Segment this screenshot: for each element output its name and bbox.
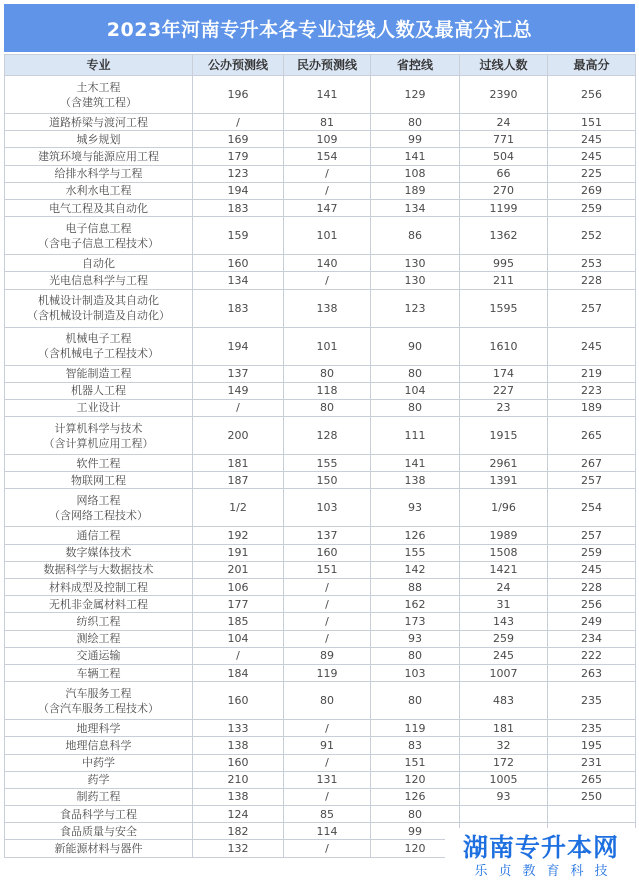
private-line-cell: / — [284, 165, 371, 182]
public-line-cell: 134 — [193, 272, 284, 289]
public-line-cell: / — [193, 647, 284, 664]
provincial-line-cell: 80 — [371, 365, 460, 382]
column-header-major: 专业 — [5, 55, 193, 76]
provincial-line-cell: 138 — [371, 472, 460, 489]
table-row — [5, 255, 636, 272]
provincial-line-cell: 134 — [371, 199, 460, 216]
table-row — [5, 596, 636, 613]
public-line-cell: 187 — [193, 472, 284, 489]
major-cell: 通信工程 — [5, 527, 193, 544]
provincial-line-cell: 99 — [371, 131, 460, 148]
public-line-cell: 210 — [193, 771, 284, 788]
table-row — [5, 788, 636, 805]
major-cell: 纺织工程 — [5, 613, 193, 630]
max-score-cell — [548, 806, 636, 823]
table-row — [5, 613, 636, 630]
passed-count-cell: 1915 — [460, 417, 548, 455]
major-cell: 食品科学与工程 — [5, 806, 193, 823]
max-score-cell: 219 — [548, 365, 636, 382]
provincial-line-cell: 80 — [371, 114, 460, 131]
public-line-cell: 183 — [193, 199, 284, 216]
major-cell: 地理科学 — [5, 720, 193, 737]
private-line-cell: 150 — [284, 472, 371, 489]
table-row — [5, 771, 636, 788]
max-score-cell: 228 — [548, 579, 636, 596]
table-row — [5, 114, 636, 131]
table-row — [5, 131, 636, 148]
max-score-cell: 245 — [548, 327, 636, 365]
table-row — [5, 664, 636, 681]
private-line-cell: 151 — [284, 561, 371, 578]
passed-count-cell: 259 — [460, 630, 548, 647]
private-line-cell: 109 — [284, 131, 371, 148]
table-row — [5, 382, 636, 399]
provincial-line-cell: 142 — [371, 561, 460, 578]
passed-count-cell: 270 — [460, 182, 548, 199]
max-score-cell: 259 — [548, 199, 636, 216]
passed-count-cell: 1362 — [460, 217, 548, 255]
passed-count-cell — [460, 806, 548, 823]
private-line-cell: / — [284, 579, 371, 596]
max-score-cell: 263 — [548, 664, 636, 681]
public-line-cell: 132 — [193, 840, 284, 857]
table-row — [5, 148, 636, 165]
private-line-cell: 140 — [284, 255, 371, 272]
max-score-cell: 250 — [548, 788, 636, 805]
public-line-cell: 124 — [193, 806, 284, 823]
major-cell: 制药工程 — [5, 788, 193, 805]
public-line-cell: 183 — [193, 289, 284, 327]
major-cell: 地理信息科学 — [5, 737, 193, 754]
private-line-cell: 80 — [284, 399, 371, 416]
passed-count-cell: 172 — [460, 754, 548, 771]
public-line-cell: 138 — [193, 788, 284, 805]
max-score-cell: 256 — [548, 76, 636, 114]
passed-count-cell: 211 — [460, 272, 548, 289]
max-score-cell: 222 — [548, 647, 636, 664]
public-line-cell: 169 — [193, 131, 284, 148]
public-line-cell: 160 — [193, 754, 284, 771]
passed-count-cell: 1610 — [460, 327, 548, 365]
max-score-cell: 253 — [548, 255, 636, 272]
provincial-line-cell: 80 — [371, 399, 460, 416]
public-line-cell: 159 — [193, 217, 284, 255]
provincial-line-cell: 80 — [371, 682, 460, 720]
public-line-cell: 123 — [193, 165, 284, 182]
max-score-cell: 189 — [548, 399, 636, 416]
column-header-private-line: 民办预测线 — [284, 55, 371, 76]
max-score-cell: 231 — [548, 754, 636, 771]
max-score-cell: 259 — [548, 544, 636, 561]
provincial-line-cell: 120 — [371, 771, 460, 788]
provincial-line-cell: 126 — [371, 788, 460, 805]
provincial-line-cell: 130 — [371, 272, 460, 289]
major-cell: 机械设计制造及其自动化 （含机械设计制造及自动化） — [5, 289, 193, 327]
provincial-line-cell: 119 — [371, 720, 460, 737]
table-row — [5, 754, 636, 771]
passed-count-cell: 1/96 — [460, 489, 548, 527]
public-line-cell: 201 — [193, 561, 284, 578]
max-score-cell: 256 — [548, 596, 636, 613]
provincial-line-cell: 130 — [371, 255, 460, 272]
major-cell: 药学 — [5, 771, 193, 788]
public-line-cell: 191 — [193, 544, 284, 561]
table-body — [5, 76, 636, 858]
provincial-line-cell: 120 — [371, 840, 460, 857]
table-row — [5, 579, 636, 596]
major-cell: 电子信息工程 （含电子信息工程技术） — [5, 217, 193, 255]
table-row — [5, 647, 636, 664]
watermark-subtitle: 乐贞教育科技 — [474, 864, 619, 879]
table-row — [5, 289, 636, 327]
public-line-cell: / — [193, 114, 284, 131]
public-line-cell: 160 — [193, 682, 284, 720]
provincial-line-cell: 155 — [371, 544, 460, 561]
table-row — [5, 76, 636, 114]
major-cell: 水利水电工程 — [5, 182, 193, 199]
passed-count-cell: 1508 — [460, 544, 548, 561]
passed-count-cell: 995 — [460, 255, 548, 272]
major-cell: 食品质量与安全 — [5, 823, 193, 840]
max-score-cell: 234 — [548, 630, 636, 647]
table-row — [5, 561, 636, 578]
private-line-cell: 155 — [284, 455, 371, 472]
private-line-cell: 91 — [284, 737, 371, 754]
passed-count-cell: 143 — [460, 613, 548, 630]
private-line-cell: / — [284, 613, 371, 630]
table-row — [5, 472, 636, 489]
passed-count-cell: 1391 — [460, 472, 548, 489]
provincial-line-cell: 83 — [371, 737, 460, 754]
major-cell: 电气工程及其自动化 — [5, 199, 193, 216]
public-line-cell: 138 — [193, 737, 284, 754]
provincial-line-cell: 151 — [371, 754, 460, 771]
passed-count-cell: 93 — [460, 788, 548, 805]
private-line-cell: 80 — [284, 682, 371, 720]
public-line-cell: 181 — [193, 455, 284, 472]
table-row — [5, 527, 636, 544]
major-cell: 土木工程 （含建筑工程） — [5, 76, 193, 114]
major-cell: 材料成型及控制工程 — [5, 579, 193, 596]
private-line-cell: 154 — [284, 148, 371, 165]
column-header-max-score: 最高分 — [548, 55, 636, 76]
private-line-cell: 81 — [284, 114, 371, 131]
major-cell: 建筑环境与能源应用工程 — [5, 148, 193, 165]
table-row — [5, 489, 636, 527]
max-score-cell: 265 — [548, 771, 636, 788]
private-line-cell: 137 — [284, 527, 371, 544]
private-line-cell: 138 — [284, 289, 371, 327]
provincial-line-cell: 129 — [371, 76, 460, 114]
max-score-cell: 254 — [548, 489, 636, 527]
private-line-cell: 118 — [284, 382, 371, 399]
provincial-line-cell: 126 — [371, 527, 460, 544]
major-cell: 网络工程 （含网络工程技术） — [5, 489, 193, 527]
public-line-cell: 137 — [193, 365, 284, 382]
table-row — [5, 165, 636, 182]
page-title: 2023年河南专升本各专业过线人数及最高分汇总 — [106, 18, 533, 41]
max-score-cell: 252 — [548, 217, 636, 255]
major-cell: 光电信息科学与工程 — [5, 272, 193, 289]
major-cell: 无机非金属材料工程 — [5, 596, 193, 613]
passed-count-cell: 2390 — [460, 76, 548, 114]
major-cell: 物联网工程 — [5, 472, 193, 489]
max-score-cell: 265 — [548, 417, 636, 455]
table-header-row — [5, 55, 636, 76]
provincial-line-cell: 93 — [371, 489, 460, 527]
private-line-cell: / — [284, 788, 371, 805]
table-row — [5, 720, 636, 737]
private-line-cell: 141 — [284, 76, 371, 114]
passed-count-cell: 227 — [460, 382, 548, 399]
passed-count-cell: 31 — [460, 596, 548, 613]
passed-count-cell: 32 — [460, 737, 548, 754]
public-line-cell: 177 — [193, 596, 284, 613]
watermark-title: 湖南专升本网 — [462, 833, 619, 862]
major-cell: 给排水科学与工程 — [5, 165, 193, 182]
passed-count-cell: 1199 — [460, 199, 548, 216]
major-cell: 道路桥梁与渡河工程 — [5, 114, 193, 131]
private-line-cell: 160 — [284, 544, 371, 561]
provincial-line-cell: 93 — [371, 630, 460, 647]
table-row — [5, 455, 636, 472]
major-cell: 城乡规划 — [5, 131, 193, 148]
private-line-cell: / — [284, 182, 371, 199]
provincial-line-cell: 104 — [371, 382, 460, 399]
passed-count-cell: 771 — [460, 131, 548, 148]
column-header-public-line: 公办预测线 — [193, 55, 284, 76]
max-score-cell: 228 — [548, 272, 636, 289]
max-score-cell: 249 — [548, 613, 636, 630]
passed-count-cell: 1989 — [460, 527, 548, 544]
private-line-cell: / — [284, 720, 371, 737]
public-line-cell: 160 — [193, 255, 284, 272]
max-score-cell: 257 — [548, 289, 636, 327]
public-line-cell: 185 — [193, 613, 284, 630]
passed-count-cell: 174 — [460, 365, 548, 382]
private-line-cell: 128 — [284, 417, 371, 455]
max-score-cell: 245 — [548, 148, 636, 165]
provincial-line-cell: 90 — [371, 327, 460, 365]
max-score-cell: 195 — [548, 737, 636, 754]
public-line-cell: 184 — [193, 664, 284, 681]
passed-count-cell: 1005 — [460, 771, 548, 788]
passed-count-cell: 1595 — [460, 289, 548, 327]
passed-count-cell: 1007 — [460, 664, 548, 681]
major-cell: 交通运输 — [5, 647, 193, 664]
passed-count-cell: 24 — [460, 579, 548, 596]
provincial-line-cell: 123 — [371, 289, 460, 327]
public-line-cell: 194 — [193, 327, 284, 365]
public-line-cell: 192 — [193, 527, 284, 544]
provincial-line-cell: 189 — [371, 182, 460, 199]
table-row — [5, 544, 636, 561]
column-header-provincial-line: 省控线 — [371, 55, 460, 76]
private-line-cell: / — [284, 596, 371, 613]
table-row — [5, 630, 636, 647]
private-line-cell: 101 — [284, 217, 371, 255]
table-row — [5, 806, 636, 823]
table-row — [5, 365, 636, 382]
major-cell: 测绘工程 — [5, 630, 193, 647]
max-score-cell: 151 — [548, 114, 636, 131]
private-line-cell: 85 — [284, 806, 371, 823]
provincial-line-cell: 173 — [371, 613, 460, 630]
private-line-cell: / — [284, 272, 371, 289]
private-line-cell: 103 — [284, 489, 371, 527]
page-title-bar — [4, 4, 635, 52]
passed-count-cell: 24 — [460, 114, 548, 131]
column-header-passed-count: 过线人数 — [460, 55, 548, 76]
public-line-cell: 133 — [193, 720, 284, 737]
max-score-cell: 269 — [548, 182, 636, 199]
table-row — [5, 737, 636, 754]
private-line-cell: 131 — [284, 771, 371, 788]
public-line-cell: 179 — [193, 148, 284, 165]
major-cell: 汽车服务工程 （含汽车服务工程技术） — [5, 682, 193, 720]
max-score-cell: 223 — [548, 382, 636, 399]
major-cell: 机器人工程 — [5, 382, 193, 399]
max-score-cell: 267 — [548, 455, 636, 472]
table-row — [5, 399, 636, 416]
max-score-cell: 245 — [548, 561, 636, 578]
public-line-cell: 196 — [193, 76, 284, 114]
major-cell: 数据科学与大数据技术 — [5, 561, 193, 578]
max-score-cell: 257 — [548, 472, 636, 489]
public-line-cell: 200 — [193, 417, 284, 455]
provincial-line-cell: 99 — [371, 823, 460, 840]
private-line-cell: / — [284, 840, 371, 857]
private-line-cell: 114 — [284, 823, 371, 840]
provincial-line-cell: 103 — [371, 664, 460, 681]
private-line-cell: 89 — [284, 647, 371, 664]
major-cell: 智能制造工程 — [5, 365, 193, 382]
provincial-line-cell: 141 — [371, 455, 460, 472]
major-cell: 软件工程 — [5, 455, 193, 472]
max-score-cell: 225 — [548, 165, 636, 182]
provincial-line-cell: 80 — [371, 647, 460, 664]
provincial-line-cell: 80 — [371, 806, 460, 823]
table-row — [5, 327, 636, 365]
major-cell: 机械电子工程 （含机械电子工程技术） — [5, 327, 193, 365]
provincial-line-cell: 141 — [371, 148, 460, 165]
table-row — [5, 682, 636, 720]
provincial-line-cell: 86 — [371, 217, 460, 255]
major-cell: 自动化 — [5, 255, 193, 272]
passed-count-cell: 66 — [460, 165, 548, 182]
table-row — [5, 417, 636, 455]
max-score-cell: 235 — [548, 682, 636, 720]
table-row — [5, 182, 636, 199]
private-line-cell: 147 — [284, 199, 371, 216]
major-cell: 新能源材料与器件 — [5, 840, 193, 857]
public-line-cell: / — [193, 399, 284, 416]
private-line-cell: / — [284, 630, 371, 647]
public-line-cell: 194 — [193, 182, 284, 199]
table-row — [5, 272, 636, 289]
private-line-cell: 119 — [284, 664, 371, 681]
passed-count-cell: 2961 — [460, 455, 548, 472]
table-row — [5, 217, 636, 255]
max-score-cell: 235 — [548, 720, 636, 737]
results-table — [4, 54, 636, 858]
provincial-line-cell: 108 — [371, 165, 460, 182]
major-cell: 车辆工程 — [5, 664, 193, 681]
private-line-cell: 101 — [284, 327, 371, 365]
major-cell: 工业设计 — [5, 399, 193, 416]
passed-count-cell: 23 — [460, 399, 548, 416]
major-cell: 中药学 — [5, 754, 193, 771]
public-line-cell: 104 — [193, 630, 284, 647]
watermark-logo — [445, 828, 637, 886]
public-line-cell: 149 — [193, 382, 284, 399]
public-line-cell: 182 — [193, 823, 284, 840]
max-score-cell: 245 — [548, 131, 636, 148]
passed-count-cell: 1421 — [460, 561, 548, 578]
private-line-cell: 80 — [284, 365, 371, 382]
public-line-cell: 1/2 — [193, 489, 284, 527]
passed-count-cell: 504 — [460, 148, 548, 165]
major-cell: 计算机科学与技术 （含计算机应用工程） — [5, 417, 193, 455]
passed-count-cell: 245 — [460, 647, 548, 664]
passed-count-cell: 181 — [460, 720, 548, 737]
private-line-cell: / — [284, 754, 371, 771]
major-cell: 数字媒体技术 — [5, 544, 193, 561]
max-score-cell: 257 — [548, 527, 636, 544]
passed-count-cell: 483 — [460, 682, 548, 720]
provincial-line-cell: 162 — [371, 596, 460, 613]
provincial-line-cell: 88 — [371, 579, 460, 596]
table-row — [5, 199, 636, 216]
provincial-line-cell: 111 — [371, 417, 460, 455]
public-line-cell: 106 — [193, 579, 284, 596]
